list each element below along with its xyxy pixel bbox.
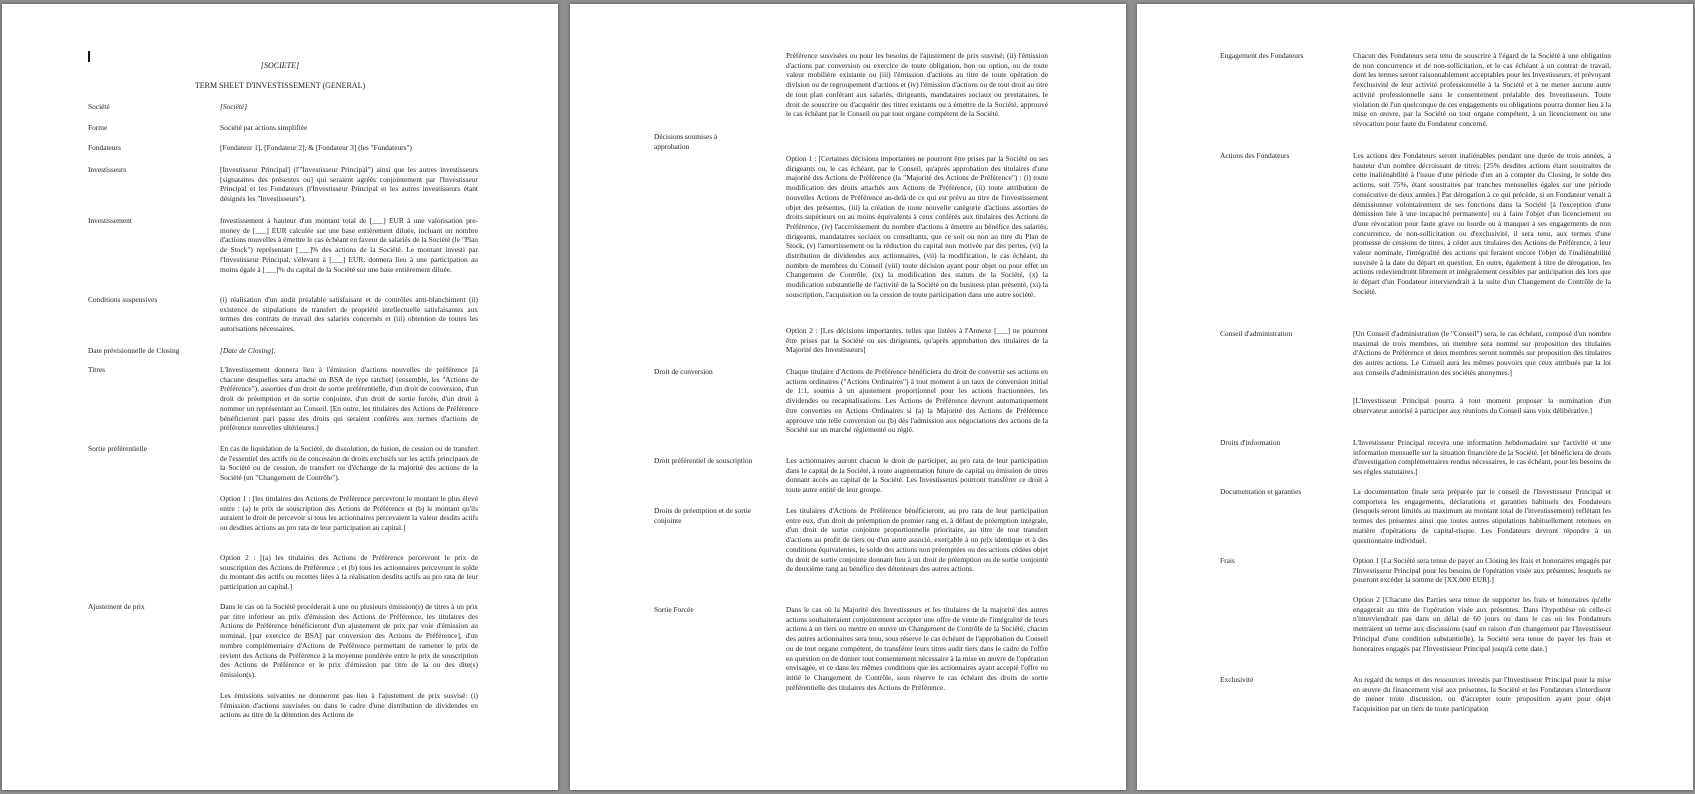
term-text: En cas de liquidation de la Société, de dissolution, de fusion, de cession ou de transfert de l'essentiel des actifs ou de concession de droits exclusifs sur les actifs principaux de la Société ou de cession, de transfert ou d'échange de la majorité des actions de la Société (un "Changement de Contrôle"). <box>220 444 478 483</box>
term-label: Droits d'information <box>1220 438 1281 447</box>
term-label: Investissement <box>88 216 132 225</box>
term-text: [Date de Closing]. <box>220 346 276 355</box>
term-label: Conseil d'administration <box>1220 329 1293 338</box>
term-label: Frais <box>1220 556 1235 565</box>
term-label: Forme <box>88 123 108 132</box>
term-text: Chaque titulaire d'Actions de Préférence bénéficiera du droit de convertir ses actions en actions ordinaires ("Actions Ordinaires") à tout moment à un taux de conversion initial de 1:1, soumis à un ajustement proportionnel pour les actions fractionnées, les dividendes ou recapitalisations. Les Actions de Préférence devront automatiquement être converties en Actions Ordinaires si (a) la Majorité des Actions de Préférence approuve une telle conversion ou (b) dès l'admission aux négociations des actions de la Société sur un marché réglementé ou réglé. <box>786 367 1048 435</box>
document-title: TERM SHEET D'INVESTISSEMENT (GENERAL) <box>194 81 366 90</box>
term-text: Dans le cas où la Société procéderait à une ou plusieurs émission(s) de titres à un prix par titre inférieur au prix d'émission des Actions de Préférence, les titulaires des Actions de Préférence bénéficieront d'un ajustement de prix par voie d'émission au nominal, [par exercice de BSA] par conversion des Actions de Préférence], d'un nombre complémentaire d'Actions de Préférence permettant de ramener le prix de revient des Actions de Préférence à la moyenne pondérée entre le prix de souscription des Actions de Préférence et le prix d'émission par titre de la ou des dite(s) émission(s). <box>220 602 478 679</box>
term-text: Les actions des Fondateurs seront inaliénables pendant une durée de trois années, à hauteur d'un nombre décroissant de titres: [25% desdites actions étant soustraites de cette inaliénabilité à l'issue d'une période d'un an à compter du Closing, le solde des actions, soit 75%, étant soustraites par tranches mensuelles égales sur une période consécutive de deux années.] Par dérogation à ce qui précède, si un Fondateur venait à démissionner volontairement de ses fonctions dans la Société [à l'exception d'une démission liée à une incapacité permanente] ou à faire l'objet d'un licenciement ou d'une révocation pour faute grave ou lourde ou à manquer à ses engagements de non concurrence, de non-sollicitation ou d'exclusivité, il sera tenu, aux termes d'une promesse de cessions de titres, à céder aux titulaires des Actions de Préférence, à leur valeur nominale, l'intégralité des actions qui feraient encore l'objet de l'inaliénabilité susvisée à la date du départ en question. En outre, également à titre de dérogation, les actions redeviendront librement et intégralement cessibles par anticipation des lors que le départ d'un Fondateur interviendrait à la suite d'un Changement de Contrôle de la Société. <box>1353 151 1611 296</box>
company-name: [SOCIETE] <box>260 61 300 70</box>
term-label: Actions des Fondateurs <box>1220 151 1290 160</box>
term-label: Engagement des Fondateurs <box>1220 51 1304 60</box>
term-label: Documentation et garanties <box>1220 487 1302 496</box>
term-text: Option 2 [Chacune des Parties sera tenue de supporter les frais et honoraires qu'elle engagerait au titre de l'opération visée aux présentes. Dans l'hypothèse où celle-ci n'interviendrait pas dans un délai de 60 jours ou dans le cas où les Fondateurs mettraient un terme aux discussions (sauf en raison d'un changement par l'Investisseur Principal d'une condition substantielle), la Société sera tenue de payer les frais et honoraires engagés par l'Investisseur Principal jusqu'à cette date.] <box>1353 595 1611 653</box>
term-text: [Un Conseil d'administration (le "Conseil") sera, le cas échéant, composé d'un nombre maximal de trois membres, un membre sera nommé sur proposition des titulaires d'Actions de Préférence et deux membres seront nommés sur proposition des titulaires des autres actions. Le Conseil aura les mêmes pouvoirs que ceux attribués par la loi aux conseils d'administration des sociétés anonymes.] <box>1353 329 1611 377</box>
term-label: Droit préférentiel de souscription <box>654 456 753 465</box>
term-text: Option 1 : [les titulaires des Actions de Préférence percevront le montant le plus élevé entre : (a) le prix de souscription des Actions de Préférence et (b) le montant qu'ils auraient le droit de percevoir si tous les actionnaires percevaient la valeur desdits actifs ou desdites actions au pro rata de leur participation au capital.] <box>220 494 478 533</box>
term-label: Décisions soumises à approbation <box>654 132 718 151</box>
term-text: Les actionnaires auront chacun le droit de participer, au pro rata de leur participation dans le capital de la Société, à toute augmentation future de capital ou émission de titres donnant accès au capital de la Société. Les Investisseurs pourront transférer ce droit à toute autre entité de leur groupe. <box>786 456 1048 495</box>
term-label: Sortie Forcée <box>654 605 694 614</box>
term-label: Fondateurs <box>88 143 121 152</box>
term-text: [Investisseur Principal] (l'"Investisseur Principal") ainsi que les autres investisseurs [signataires des présentes ou] qui seraient agréés conjointement par l'Investisseur Principal et les Fondateurs (l'Investisseur Principal et les autres investisseurs étant désignés les "Investisseurs"). <box>220 165 478 204</box>
term-text: Option 2 : [Les décisions importantes, telles que listées à l'Annexe [___] ne pourront être prises par la Société ou ses dirigeants, qu'après approbation des titulaires de la Majorité des Investisseurs] <box>786 326 1048 355</box>
term-text: [Fondateur 1], [Fondateur 2], & [Fondateur 3] (les "Fondateurs") <box>220 143 412 152</box>
term-text: Société par actions simplifiée <box>220 123 308 132</box>
term-text: La documentation finale sera préparée par le conseil de l'Investisseur Principal et comportera les engagements, déclarations et garanties habituels des Fondateurs (lesquels seront limités au maximum au montant total de l'investissement) reflétant les termes des présentes ainsi que toutes autres stipulations habituellement retenues en matière d'opérations de capital-risque. Les Fondateurs devront répondre à un questionnaire individuel. <box>1353 487 1611 545</box>
term-text: Dans le cas où la Majorité des Investisseurs et les titulaires de la majorité des autres actions souhaiteraient conjointement accepter une offre de vente de l'intégralité de leurs actions à un tiers ou mettre en œuvre un Changement de Contrôle de la Société, chacun des autres actionnaires sera tenu, sous réserve le cas échéant de l'approbation du Conseil ou de tout organe compétent, de transférer leurs titres audit tiers dans le cadre de l'offre en question ou de donner tout consentement nécessaire à la mise en œuvre de l'opération envisagée, et ce dans les mêmes conditions que les actionnaires ayant accepté l'offre ou initié le Changement de Contrôle, sous réserve le cas échéant des droits de sortie préférentielle des titulaires des Actions de Préférence. <box>786 605 1048 692</box>
document-page-3 <box>1137 4 1693 790</box>
term-text: Chacun des Fondateurs sera tenu de souscrire à l'égard de la Société à une obligation de non concurrence et de non-sollicitation, et le cas échéant à un contrat de travail, dont les termes seront raisonnablement acceptables pour les Investisseurs, et prévoyant l'exclusivité de leur activité professionnelle à la Société et à ne mener aucune autre activité professionnelle sans le consentement préalable des Investisseurs. Toute violation de l'un quelconque de ces engagements ou obligations pourra donner lieu à la mise en œuvre, par la Société ou tout organe compétent, à un licenciement ou une révocation pour faute du Fondateur concerné. <box>1353 51 1611 128</box>
term-text: Les émissions suivantes ne donneront pas lieu à l'ajustement de prix susvisé: (i) l'émission d'actions susvisées ou dans le cadre d'une distribution de dividendes en actions au titre de la détention des Actions de <box>220 691 478 720</box>
term-label: Société <box>88 102 110 111</box>
term-label: Titres <box>88 365 105 374</box>
term-text: [Société] <box>220 102 248 111</box>
term-text: Les titulaires d'Actions de Préférence bénéficieront, au pro rata de leur participation entre eux, d'un droit de préemption de premier rang et, à défaut de préemption intégrale, d'un droit de sortie conjointe proportionnelle prioritaire, au titre de tout transfert d'actions au profit de tiers ou d'un autre associé, exerçable à un prix identique et à des conditions équivalentes, le solde des actions non préemptées ou des actions cédées objet du droit de sortie conjointe donnant lieu à un droit de préemption ou de sortie conjointe de deuxième rang au bénéfice des détenteurs des autres actions. <box>786 506 1048 574</box>
term-label: Conditions suspensives <box>88 295 158 304</box>
term-label: Droit de conversion <box>654 367 713 376</box>
term-label: Droits de préemption et de sortie conjointe <box>654 506 752 525</box>
term-text: Préférence susvisées ou pour les besoins de l'ajustement de prix susvisé; (ii) l'émission d'actions par conversion ou exercice de toute obligation, bon ou option, ou de toute valeur mobilière existante ou (iii) l'émission d'actions au titre de toute opération de division ou de regroupement d'actions et (iv) l'émission d'actions ou de tout droit au titre de tout plan conférant aux salariés, dirigeants, mandataires sociaux ou prestataires, le droit de souscrire ou d'acquérir des titres existants ou à émettre de la Société, approuvé le cas échéant par le Conseil ou par tout organe compétent de la Société. <box>786 51 1048 119</box>
term-text: Option 1 [La Société sera tenue de payer au Closing les frais et honoraires engagés par l'Investisseur Principal pour les besoins de l'opération visée aux présentes, lesquels ne pourront excéder la somme de [XX.000 EUR].] <box>1353 556 1611 585</box>
term-label: Investisseurs <box>88 165 127 174</box>
term-text: L'Investissement donnera lieu à l'émission d'actions nouvelles de préférence [à chacune desquelles sera attaché un BSA de type ratchet] (ensemble, les "Actions de Préférence"), assorties d'un droit de sortie préférentielle, d'un droit de conversion, d'un droit de préemption et de sortie conjointe, d'un droit de sortie forcée, d'un droit à nommer un représentant au Conseil. [En outre, les titulaires des Actions de Préférence bénéficieront pari passu des droits qui seraient conférés aux termes d'actions de préférence nouvelles ultérieures.] <box>220 365 478 433</box>
term-text: Option 2 : [(a) les titulaires des Actions de Préférence percevront le prix de souscription des Actions de Préférence ; et (b) tous les actionnaires percevront le solde du montant des actifs ou recettes liées à la réalisation desdits actifs au pro rata de leur participation au capital.] <box>220 553 478 592</box>
term-text: L'Investisseur Principal recevra une information hebdomadaire sur l'activité et une information mensuelle sur la situation financière de la Société. [et bénéficiera de droits d'investigation complémentaires rendus nécessaires, le cas échéant, pour les besoins de ses règles statutaires.] <box>1353 438 1611 477</box>
term-label: Exclusivité <box>1220 675 1254 684</box>
document-page-1 <box>2 4 558 790</box>
term-label: Sortie préférentielle <box>88 444 147 453</box>
document-page-2 <box>570 4 1126 790</box>
term-text: [L'Investisseur Principal pourra à tout moment proposer la nomination d'un observateur autorisé à participer aux réunions du Conseil sans voix délibérative.] <box>1353 396 1611 415</box>
term-label: Date prévisionnelle de Closing <box>88 346 180 355</box>
term-text: Option 1 : [Certaines décisions importantes ne pourront être prises par la Société ou ses dirigeants ou, le cas échéant, par le Conseil, qu'après approbation des titulaires d'une majorité des Actions de Préférence (la "Majorité des Actions de Préférence") : (i) toute modification des droits attachés aux Actions de Préférence, (ii) toute attribution de nouvelles Actions de Préférence au-delà de ce qui est prévu au titre de l'investissement objet des présentes, (iii) la création de toute nouvelle catégorie d'actions assorties de droits supérieurs ou au moins équivalents à ceux conférés aux titulaires des Actions de Préférence, (iv) l'accroissement du nombre d'actions à émettre au bénéfice des salariés, dirigeants, mandataires sociaux ou consultants, que ce soit ou non au titre du Plan de Stock, (v) l'amortissement ou la réduction du capital non motivée par des pertes, (vi) la distribution de dividendes aux actionnaires, (vii) la modification, le cas échéant, du nombre de membres du Conseil (viii) toute décision ayant pour objet ou pour effet un Changement de Contrôle, (ix) la modification des statuts de la Société, (x) la modification substantielle de l'activité de la Société ou du business plan présenté, (xi) la souscription, l'acquisition ou la cession de toute participation dans une autre société. <box>786 154 1048 299</box>
term-text: Au regard du temps et des ressources investis par l'Investisseur Principal pour la mise en œuvre du financement visé aux présentes, la Société et les Fondateurs s'interdisent de mener toute discussion, ou d'accepter toute proposition ayant pour objet l'acquisition par un tiers de toute participation <box>1353 675 1611 714</box>
term-label: Ajustement de prix <box>88 602 145 611</box>
term-text: Investissement à hauteur d'un montant total de [___] EUR à une valorisation pre-money de [___] EUR calculée sur une base entièrement diluée, incluant un nombre d'actions nouvelles à émettre le cas échéant en faveur de salariés de la Société (le "Plan de Stock") représentant [___]% des actions de la Société. Le montant investi par l'Investisseur Principal, s'élevant à [___] EUR, donnera lieu à une participation au moins égale à [___]% du capital de la Société sur une base entièrement diluée. <box>220 216 478 274</box>
term-text: (i) réalisation d'un audit préalable satisfaisant et de contrôles anti-blanchiment (ii) existence de stipulations de transfert de propriété intellectuelle satisfaisantes aux termes des contrats de travail des salariés concernés et (iii) obtention de toutes les autorisations nécessaires. <box>220 295 478 334</box>
